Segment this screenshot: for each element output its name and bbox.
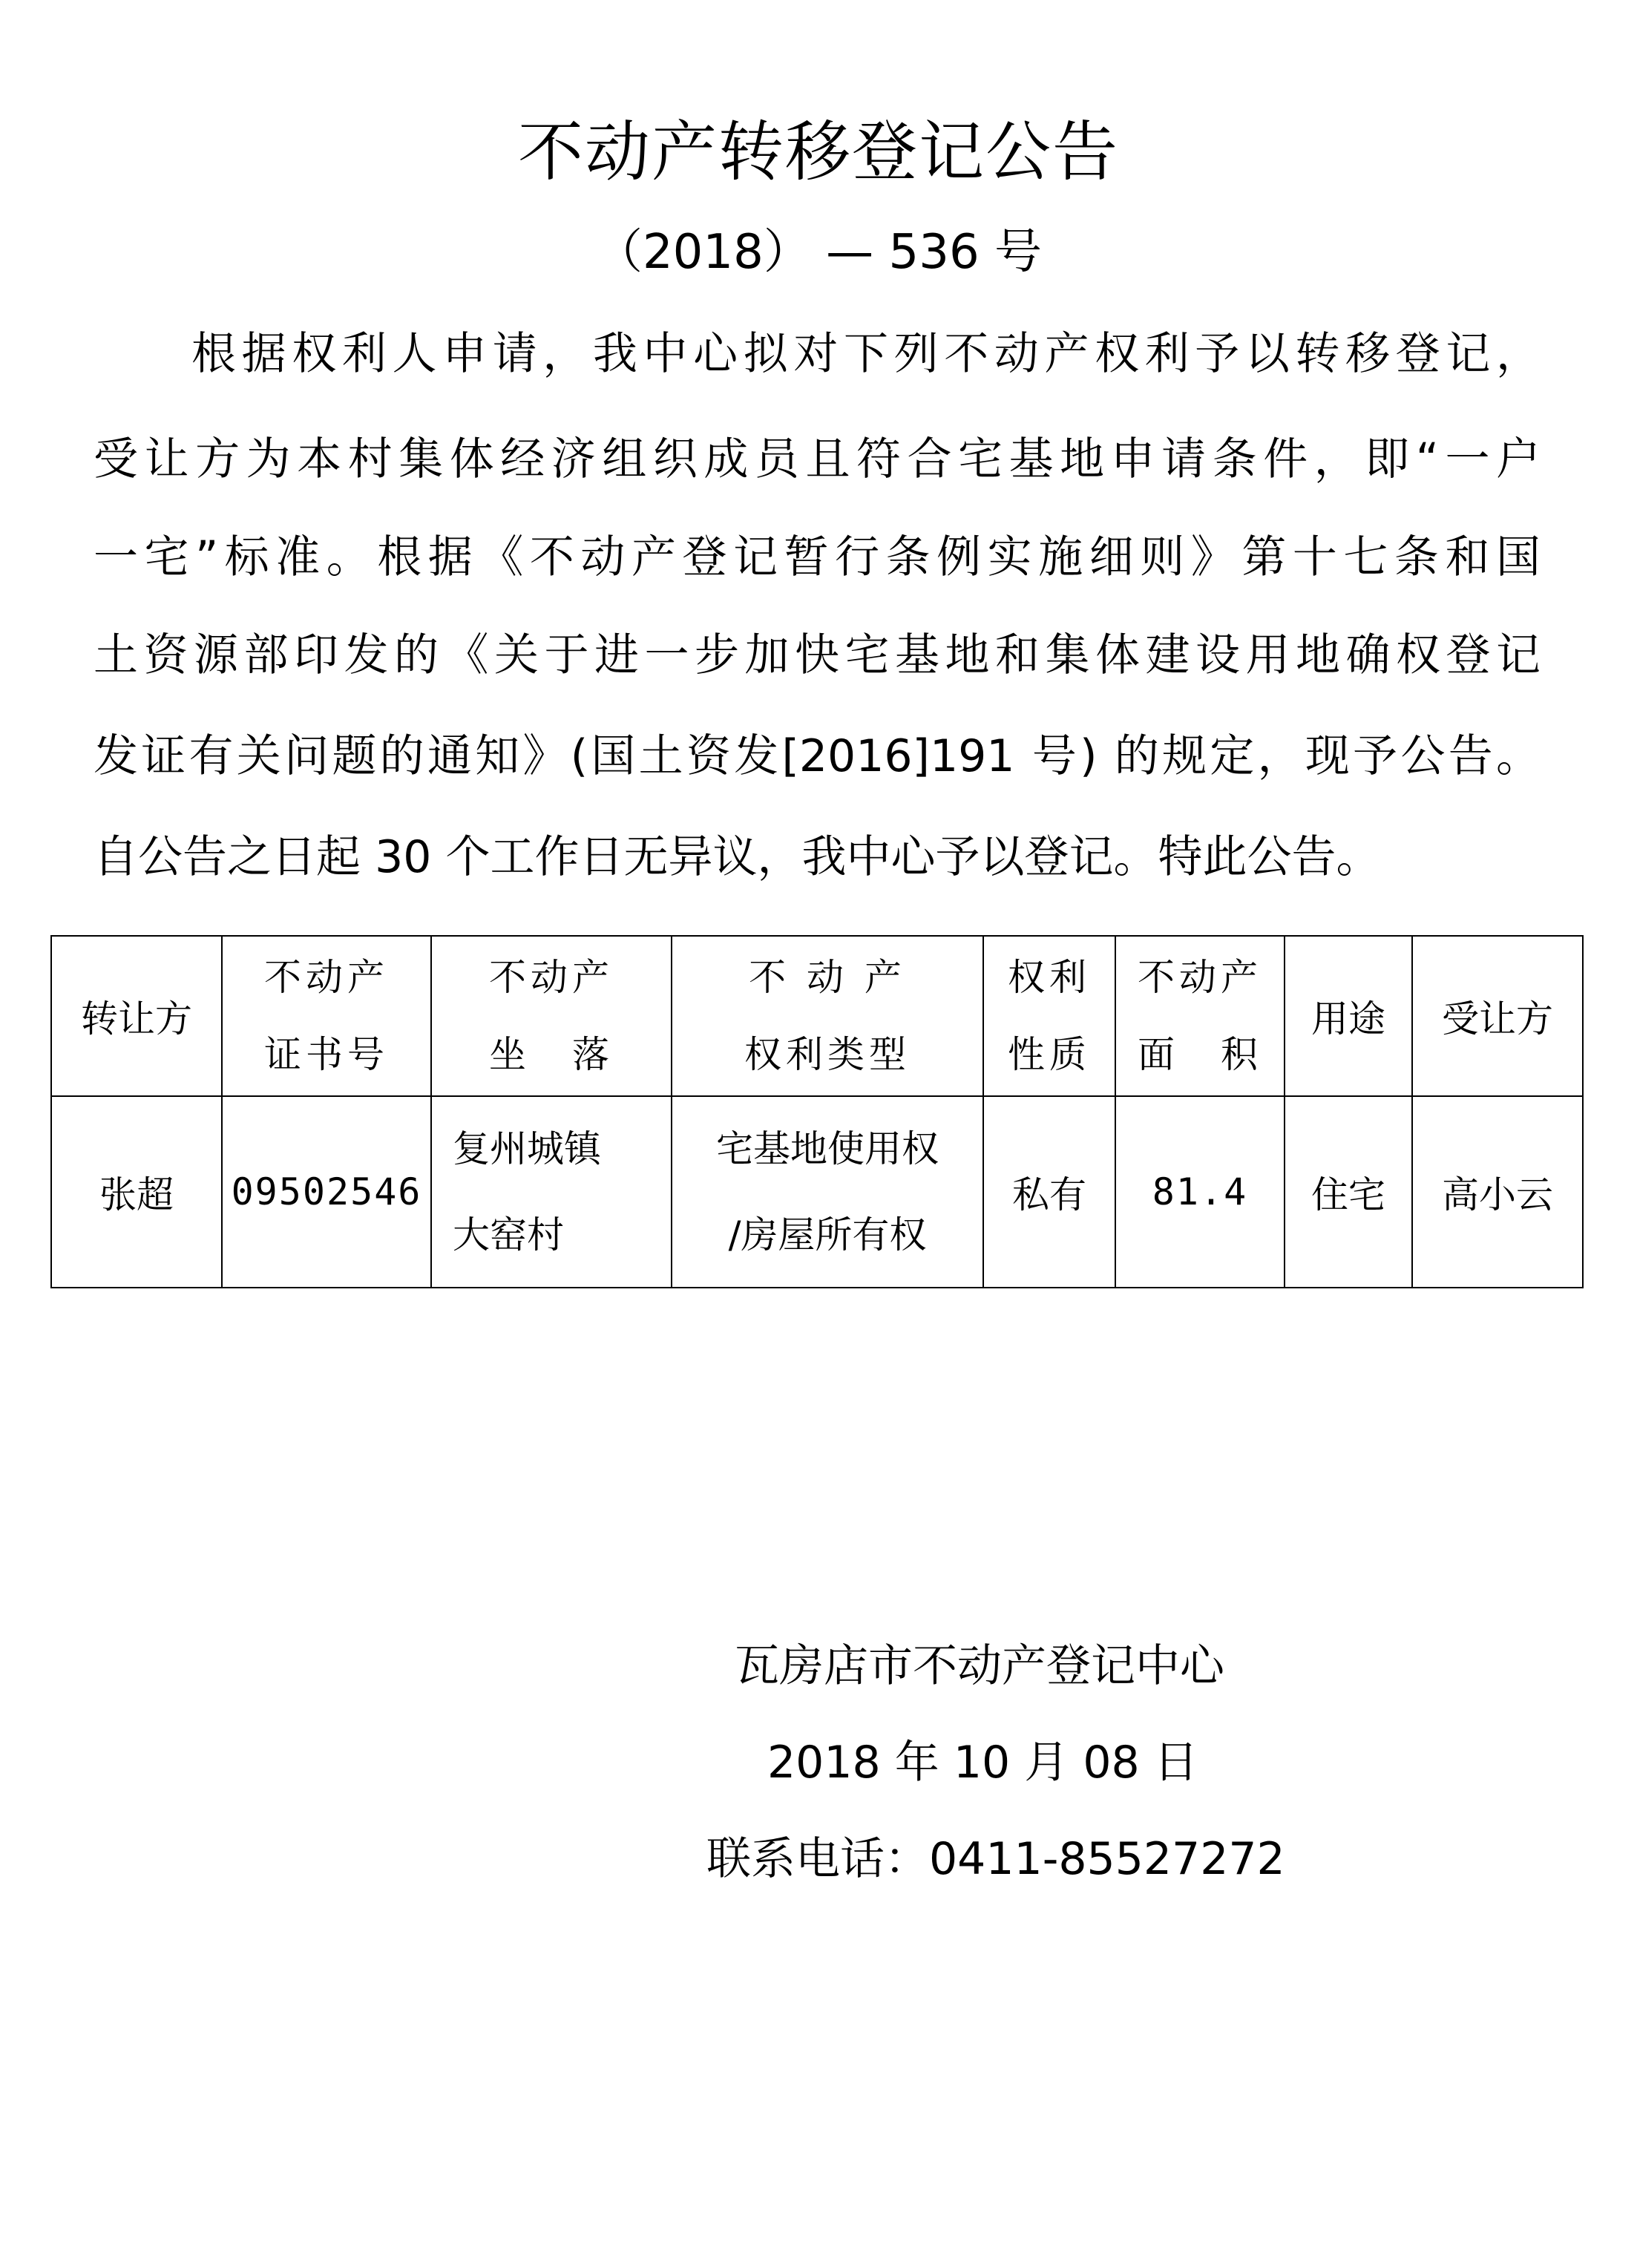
header-location: 不动产 坐 落: [431, 936, 672, 1096]
body-line-3: 一宅”标准。根据《不动产登记暂行条例实施细则》第十七条和国: [94, 531, 1541, 583]
header-certificate-no: 不动产 证书号: [222, 936, 431, 1096]
header-usage: 用途: [1285, 936, 1412, 1096]
header-nature: 权利 性质: [983, 936, 1115, 1096]
transfer-table: [50, 935, 1584, 1288]
cell-transferor: 张超: [51, 1096, 222, 1288]
body-line-5: 发证有关问题的通知》(国土资发[2016]191 号) 的规定，现予公告。: [94, 730, 1541, 782]
issue-date: 2018 年 10 月 08 日: [767, 1737, 1198, 1789]
issuing-organization: 瓦房店市不动产登记中心: [735, 1640, 1224, 1692]
header-transferor: 转让方: [51, 936, 222, 1096]
header-area: 不动产 面 积: [1115, 936, 1285, 1096]
body-line-4: 土资源部印发的《关于进一步加快宅基地和集体建设用地确权登记: [94, 629, 1541, 681]
header-transferee: 受让方: [1412, 936, 1583, 1096]
contact-phone: 联系电话：0411-85527272: [706, 1833, 1285, 1885]
table-row: [51, 1096, 1583, 1288]
body-line-1: 根据权利人申请，我中心拟对下列不动产权利予以转移登记，: [191, 328, 1541, 380]
body-line-6: 自公告之日起 30 个工作日无异议，我中心予以登记。特此公告。: [94, 831, 1381, 883]
header-right-type: 不 动 产 权利类型: [672, 936, 983, 1096]
table-header-row: [51, 936, 1583, 1096]
cell-area: 81.4: [1115, 1096, 1285, 1288]
cell-usage: 住宅: [1285, 1096, 1412, 1288]
notice-number: （2018） — 536 号: [594, 225, 1043, 280]
cell-transferee: 高小云: [1412, 1096, 1583, 1288]
cell-location: 复州城镇 大窑村: [431, 1096, 672, 1288]
cell-right-type: 宅基地使用权 /房屋所有权: [672, 1096, 983, 1288]
body-line-2: 受让方为本村集体经济组织成员且符合宅基地申请条件，即“一户: [94, 433, 1541, 485]
notice-title: 不动产转移登记公告: [517, 114, 1119, 190]
cell-certificate-no: 09502546: [222, 1096, 431, 1288]
cell-nature: 私有: [983, 1096, 1115, 1288]
